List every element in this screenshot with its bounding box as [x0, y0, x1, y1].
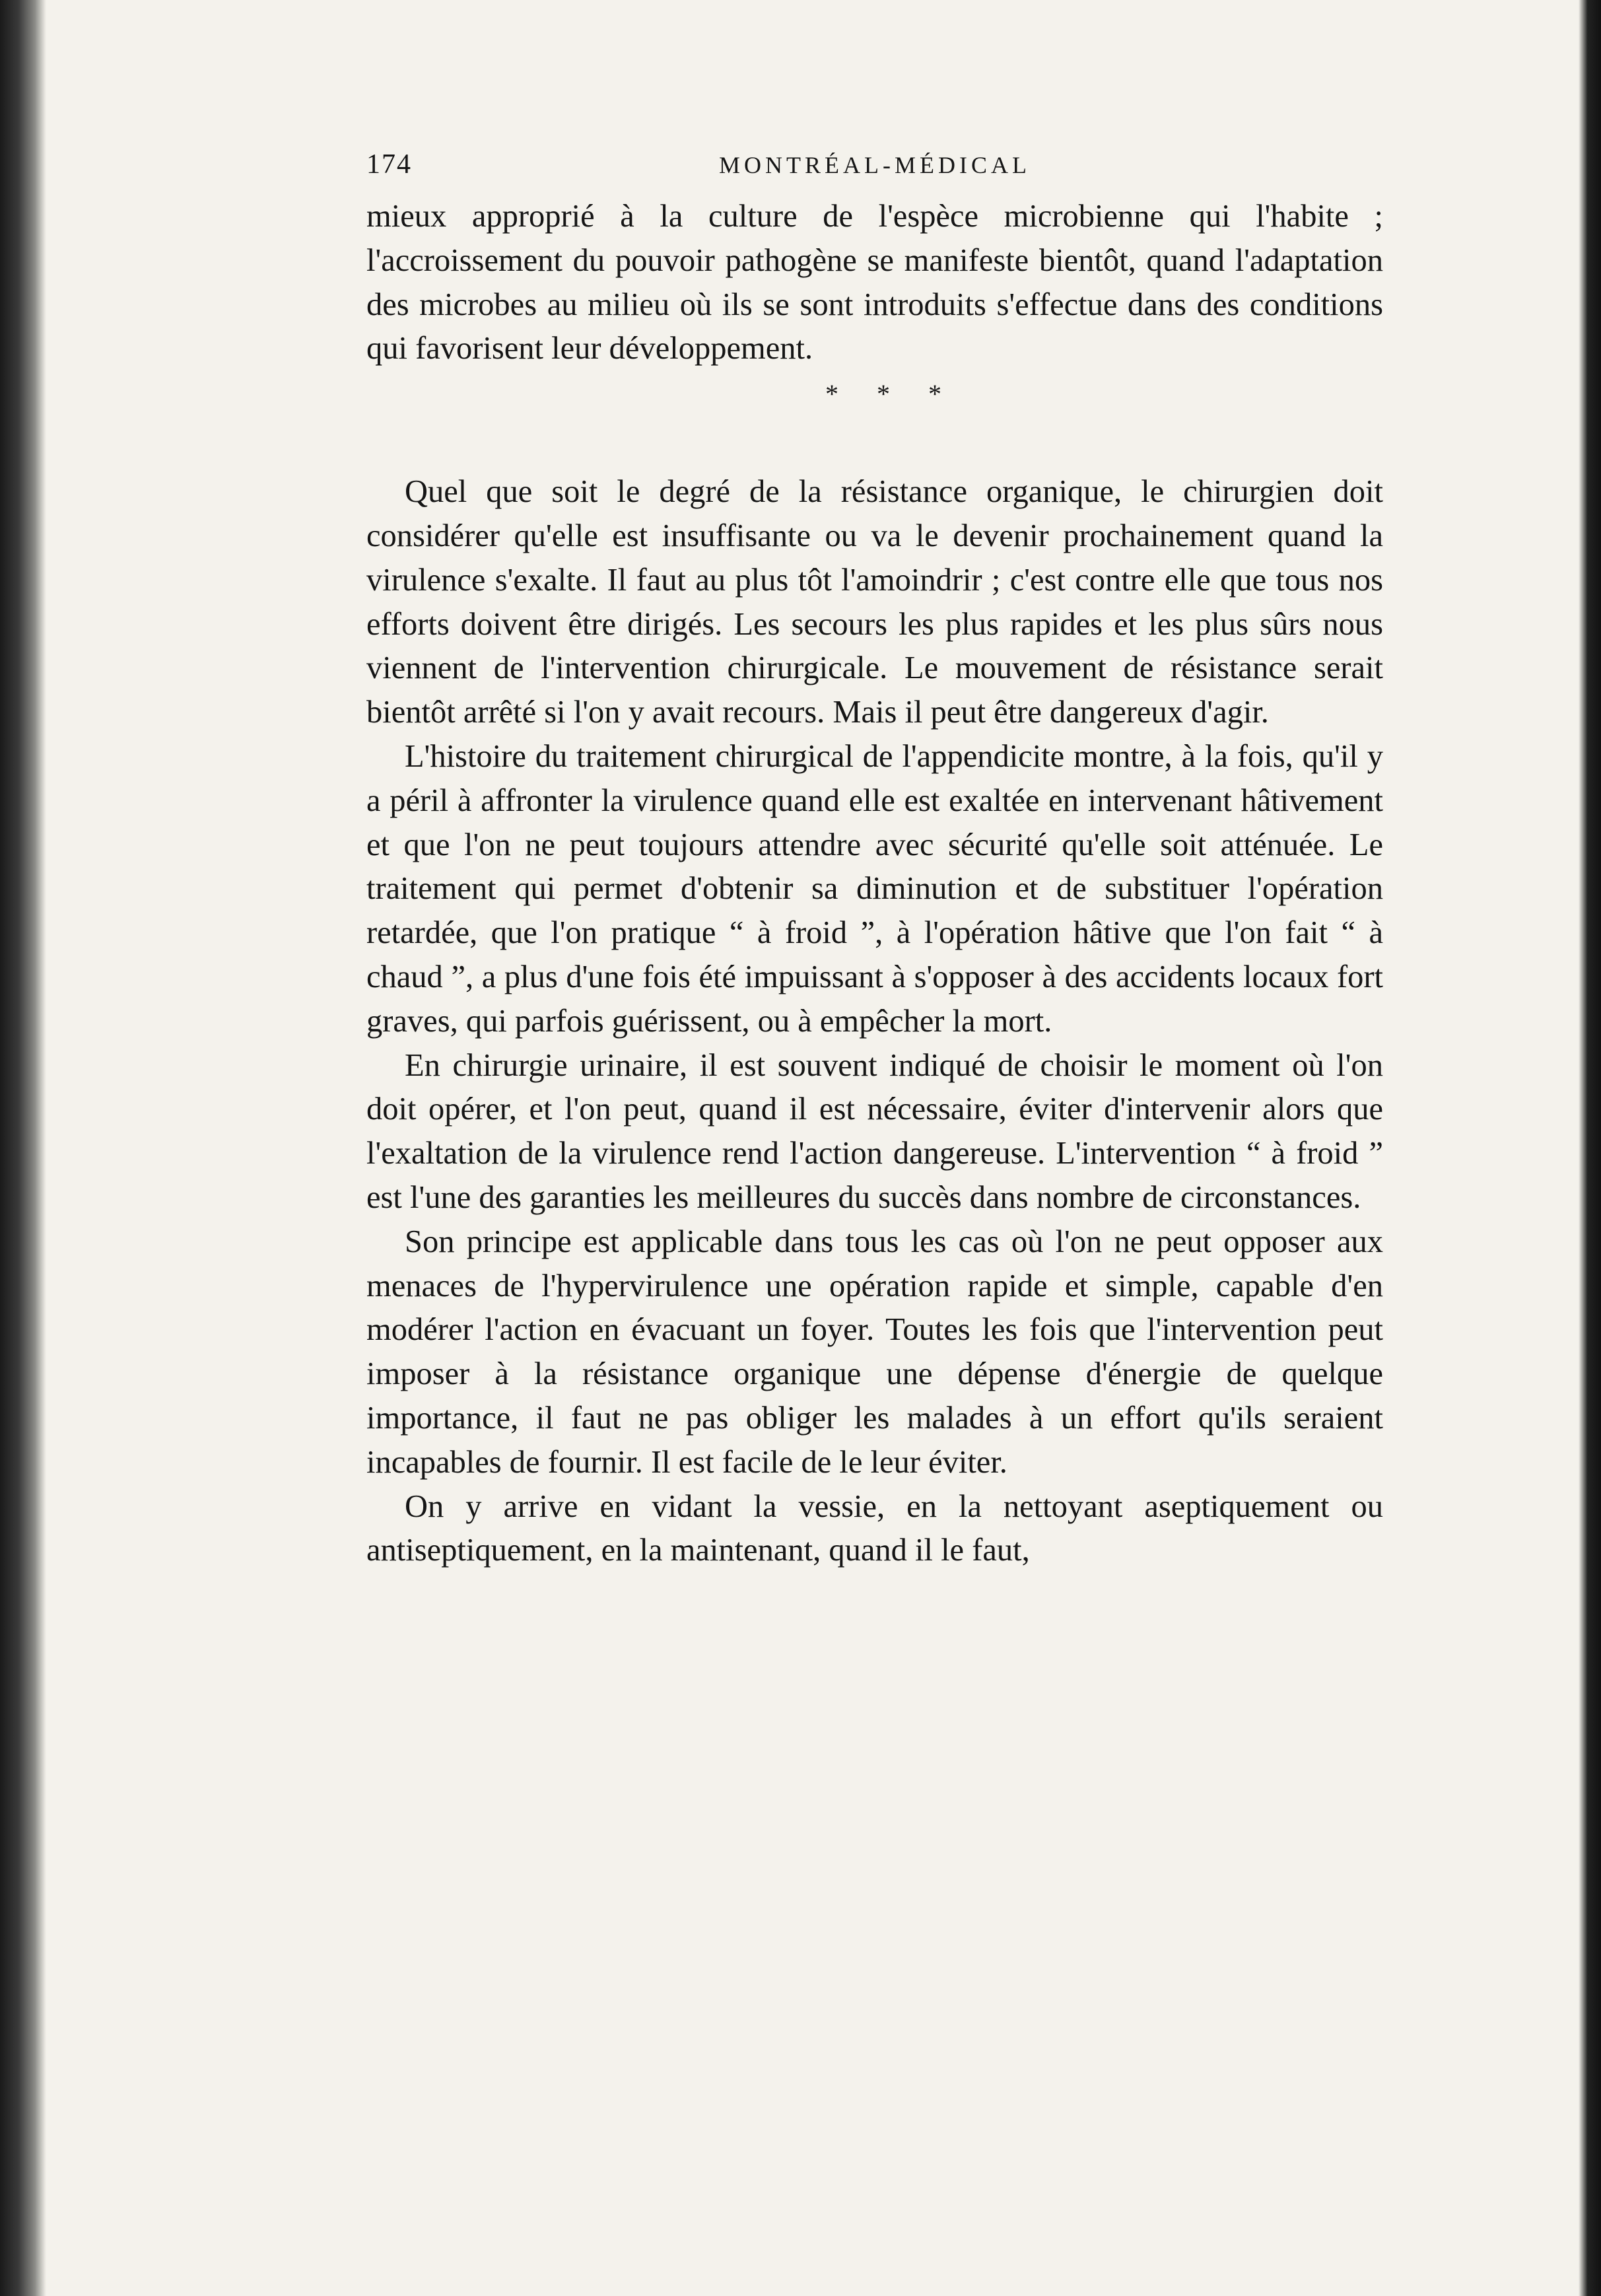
scan-edge-left [0, 0, 46, 2296]
body-text [366, 195, 1383, 1573]
paragraph: L'histoire du traitement chirurgical de l'appendicite montre, à la fois, qu'il y a péril à affronter la virulence quand elle est exaltée en intervenant hâtivement et que l'on ne peut toujours attendre avec sécurité qu'elle soit atténuée. Le traitement qui permet d'obtenir sa diminution et de substituer l'opération retardée, que l'on pratique “ à froid ”, à l'opération hâtive que l'on fait “ à chaud ”, a plus d'une fois été impuissant à s'opposer à des accidents locaux fort graves, qui parfois guérissent, ou à empêcher la mort. [366, 738, 1383, 1039]
scan-edge-right [1579, 0, 1601, 2296]
book-page [366, 149, 1383, 1573]
page-number: 174 [366, 149, 412, 180]
section-separator: * * * [825, 379, 957, 409]
paragraph: En chirurgie urinaire, il est souvent indiqué de choisir le moment où l'on doit opérer, et l'on peut, quand il est nécessaire, éviter d'intervenir alors que l'exaltation de la virulence rend l'action dangereuse. L'intervention “ à froid ” est l'une des garanties les meilleures du succès dans nombre de circonstances. [366, 1047, 1383, 1215]
paragraph: Son principe est applicable dans tous les cas où l'on ne peut opposer aux menaces de l'hypervirulence une opération rapide et simple, capable d'en modérer l'action en évacuant un foyer. Toutes les fois que l'intervention peut imposer à la résistance organique une dépense d'énergie de quelque importance, il faut ne pas obliger les malades à un effort qu'ils seraient incapables de fournir. Il est facile de le leur éviter. [366, 1224, 1383, 1480]
paragraph: On y arrive en vidant la vessie, en la nettoyant aseptiquement ou antiseptiquement, en la maintenant, quand il le faut, [366, 1488, 1383, 1568]
running-head: MONTRÉAL-MÉDICAL [719, 152, 1031, 178]
paragraph-continuation: mieux approprié à la culture de l'espèce microbienne qui l'habite ; l'accroissement du pouvoir pathogène se manifeste bientôt, quand l'adaptation des microbes au milieu où ils se sont introduits s'effectue dans des conditions qui favorisent leur développement. [366, 199, 1383, 366]
page-header [366, 149, 1383, 195]
paragraph: Quel que soit le degré de la résistance organique, le chirurgien doit considérer qu'elle est insuffisante ou va le devenir prochainement quand la virulence s'exalte. Il faut au plus tôt l'amoindrir ; c'est contre elle que tous nos efforts doivent être dirigés. Les secours les plus rapides et les plus sûrs nous viennent de l'intervention chirurgicale. Le mouvement de résistance serait bientôt arrêté si l'on y avait recours. Mais il peut être dangereux d'agir. [366, 474, 1383, 730]
